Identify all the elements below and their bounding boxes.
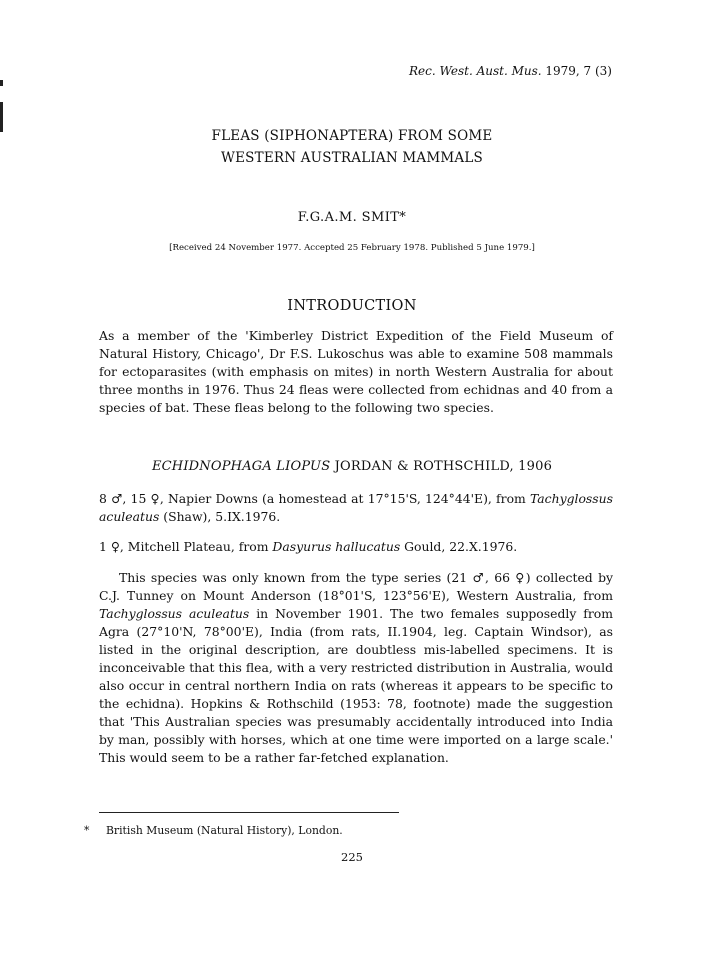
footnote xyxy=(84,824,343,837)
species-heading xyxy=(0,459,704,474)
intro-paragraph: As a member of the 'Kimberley District Expedition of the Field Museum of Natural History, Chicago', Dr F.S. Lukoschus was able to examine 508 mammals for ectoparasites (with emphasis on mites) in north Western Australia for about three months in 1976. Thus 24 fleas were collected from echidnas and 40 from a species of bat. These fleas belong to the following two species. xyxy=(99,328,613,415)
footnote-text: British Museum (Natural History), London. xyxy=(106,824,343,837)
footnote-marker: * xyxy=(84,824,90,837)
host-name: Dasyurus hallucatus xyxy=(272,539,401,554)
species-name: ECHIDNOPHAGA LIOPUS xyxy=(151,459,331,474)
species-authority: JORDAN & ROTHSCHILD, 1906 xyxy=(330,459,553,474)
record-text: 8 ♂, 15 ♀, Napier Downs (a homestead at 17°15'S, 124°44'E), from xyxy=(99,491,530,506)
author: F.G.A.M. SMIT* xyxy=(297,210,407,225)
host-name: Tachyglossus aculeatus xyxy=(99,606,250,621)
journal-name: Rec. West. Aust. Mus. xyxy=(409,64,542,78)
scan-edge-mark xyxy=(0,80,3,86)
journal-volume: 1979, 7 (3) xyxy=(541,64,612,78)
host-name: Tachyglossus aculeatus xyxy=(99,491,613,524)
body-paragraph xyxy=(99,569,613,767)
record-paragraph xyxy=(99,490,613,526)
article-title xyxy=(0,125,704,169)
running-head xyxy=(409,64,612,78)
body-text: in November 1901. The two females supposedly from Agra (27°10'N, 78°00'E), India (from rats, II.1904, leg. Captain Windsor), as listed in the original description, are doubtless mis-labelled specimens. It is inconceivable that this flea, with a very restricted distribution in Australia, would also occur in central northern India on rats (whereas it appears to be specific to the echidna). Hopkins & Rothschild (1953: 78, footnote) made the suggestion that 'This Australian species was presumably accidentally introduced into India by man, possibly with horses, which at one time were imported on a large scale.' This would seem to be a rather far-fetched explanation. xyxy=(99,606,614,765)
record-text: Gould, 22.X.1976. xyxy=(400,539,518,554)
section-heading: INTRODUCTION xyxy=(287,298,417,314)
record-paragraph xyxy=(99,538,613,556)
title-line: FLEAS (SIPHONAPTERA) FROM SOME xyxy=(211,128,493,144)
record-text: 1 ♀, Mitchell Plateau, from xyxy=(99,539,273,554)
page-number: 225 xyxy=(341,850,363,864)
received-dates: [Received 24 November 1977. Accepted 25 February 1978. Published 5 June 1979.] xyxy=(169,243,535,253)
record-text: (Shaw), 5.IX.1976. xyxy=(159,509,281,524)
title-line: WESTERN AUSTRALIAN MAMMALS xyxy=(221,150,483,166)
body-text: This species was only known from the type series (21 ♂, 66 ♀) collected by C.J. Tunney on Mount Anderson (18°01'S, 123°56'E), Western Australia, from xyxy=(99,570,613,603)
footnote-rule xyxy=(99,812,399,813)
